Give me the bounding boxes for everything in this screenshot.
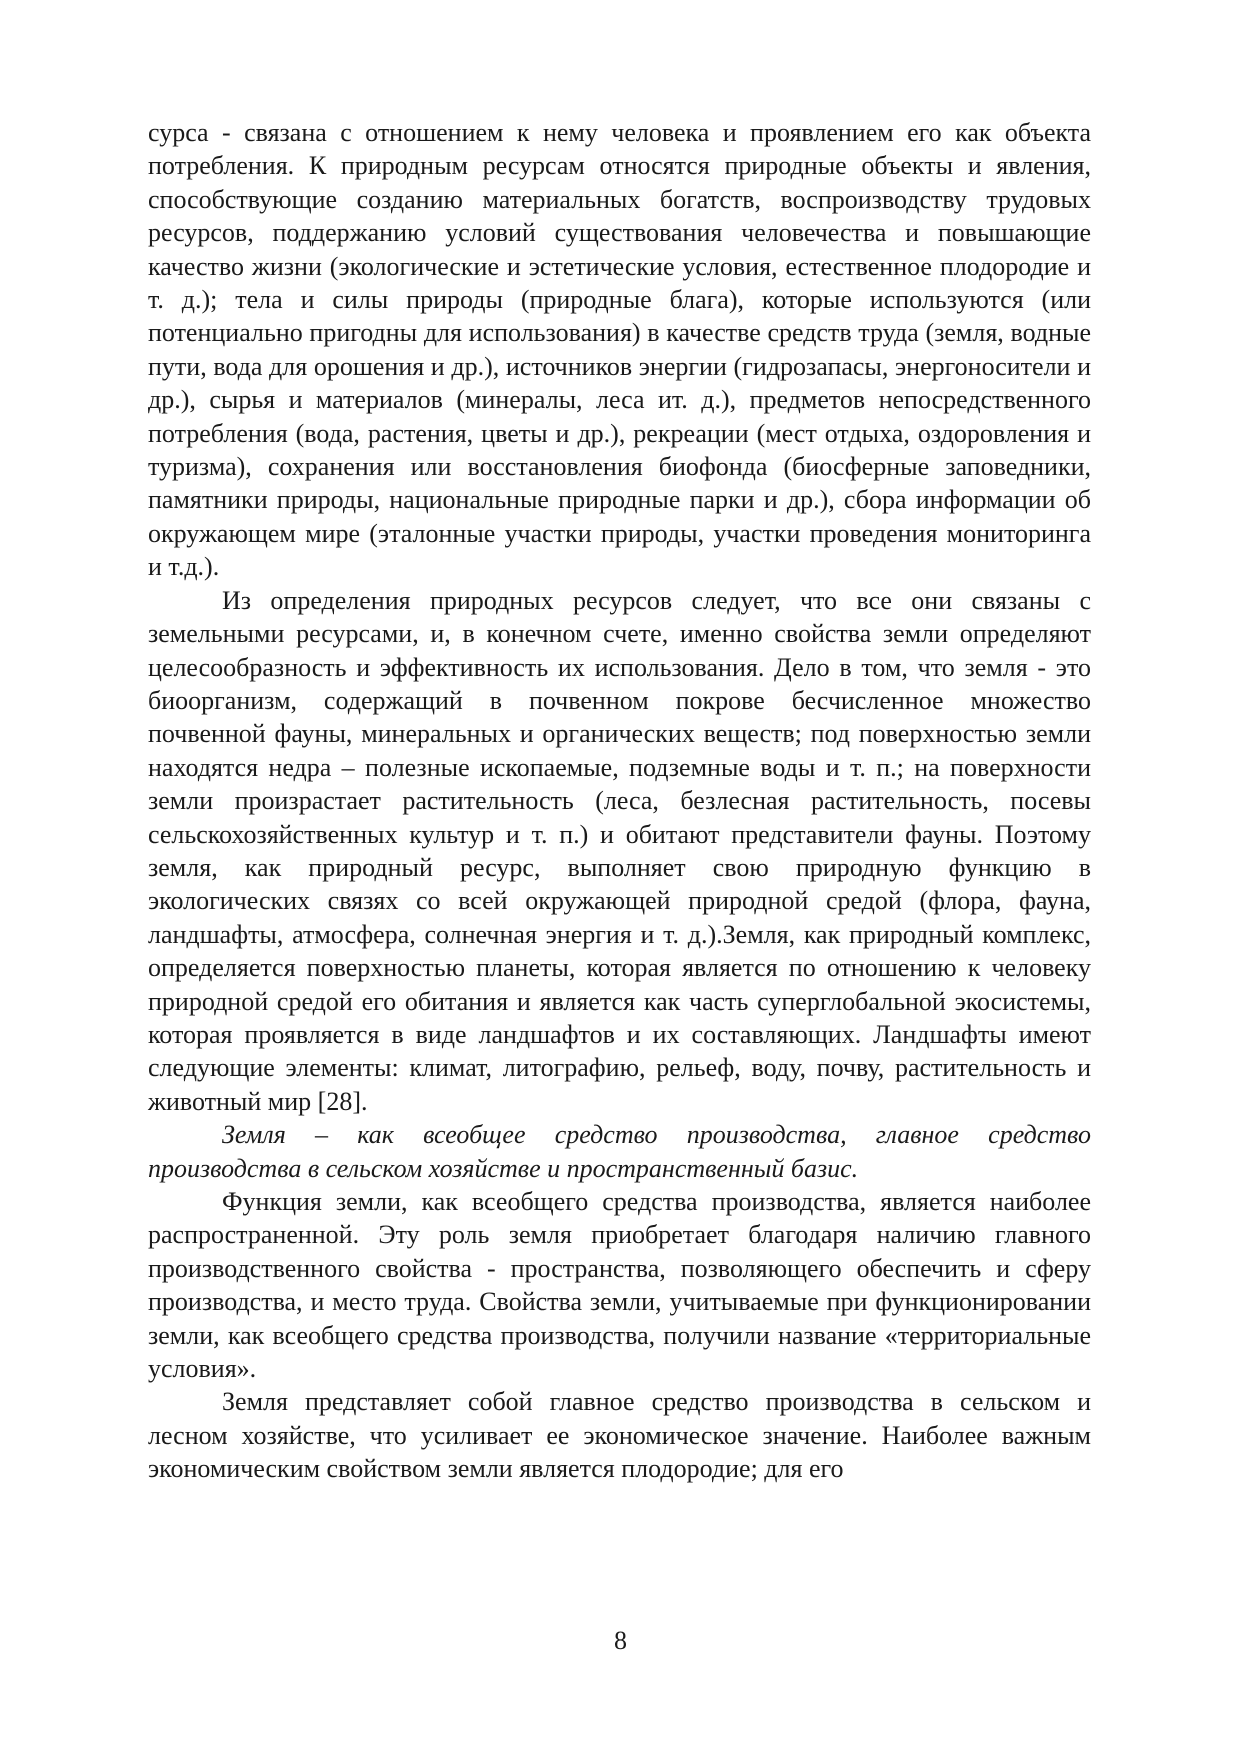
page-number: 8 (614, 1626, 627, 1655)
body-text (148, 116, 1091, 1486)
paragraph-resource-definition: сурса - связана с отношением к нему человека и проявлением его как объекта потребления. К природным ресурсам относятся природные объекты и явления, способствующие созданию материальных богатств, воспроизводству трудовых ресурсов, поддержанию условий существования человечества и повышающие качество жизни (экологические и эстетические условия, естественное плодородие и т. д.); тела и силы природы (природные блага), которые используются (или потенциально пригодны для использования) в качестве средств труда (земля, водные пути, вода для орошения и др.), источников энергии (гидрозапасы, энергоносители и др.), сырья и материалов (минералы, леса ит. д.), предметов непосредственного потребления (вода, растения, цветы и др.), рекреации (мест отдыха, оздоровления и туризма), сохранения или восстановления биофонда (биосферные заповедники, памятники природы, национальные природные парки и др.), сбора информации об окружающем мире (эталонные участки природы, участки проведения мониторинга и т.д.). (148, 118, 1091, 582)
section-heading-land-as-means-of-production: Земля – как всеобщее средство производства, главное средство производства в сельском хозяйстве и пространственный базис. (148, 1120, 1091, 1183)
paragraph-land-agriculture: Земля представляет собой главное средство производства в сельском и лесном хозяйстве, что усиливает ее экономическое значение. Наиболее важным экономическим свойством земли является плодородие; для его (148, 1387, 1091, 1484)
paragraph-land-function: Функция земли, как всеобщего средства производства, является наиболее распространенной. Эту роль земля приобретает благодаря наличию главного производственного свойства - пространства, позволяющего обеспечить и сферу производства, и место труда. Свойства земли, учитываемые при функционировании земли, как всеобщего средства производства, получили название «территориальные условия». (148, 1187, 1091, 1384)
paragraph-land-resources: Из определения природных ресурсов следует, что все они связаны с земельными ресурсами, и, в конечном счете, именно свойства земли определяют целесообразность и эффективность их использования. Дело в том, что земля - это биоорганизм, содержащий в почвенном покрове бесчисленное множество почвенной фауны, минеральных и органических веществ; под поверхностью земли находятся недра – полезные ископаемые, подземные воды и т. п.; на поверхности земли произрастает растительность (леса, безлесная растительность, посевы сельскохозяйственных культур и т. п.) и обитают представители фауны. Поэтому земля, как природный ресурс, выполняет свою природную функцию в экологических связях со всей окружающей природной средой (флора, фауна, ландшафты, атмосфера, солнечная энергия и т. д.).Земля, как природный комплекс, определяется поверхностью планеты, которая является по отношению к человеку природной средой его обитания и является как часть суперглобальной экосистемы, которая проявляется в виде ландшафтов и их составляющих. Ландшафты имеют следующие элементы: климат, литографию, рельеф, воду, почву, растительность и животный мир [28]. (148, 585, 1091, 1116)
